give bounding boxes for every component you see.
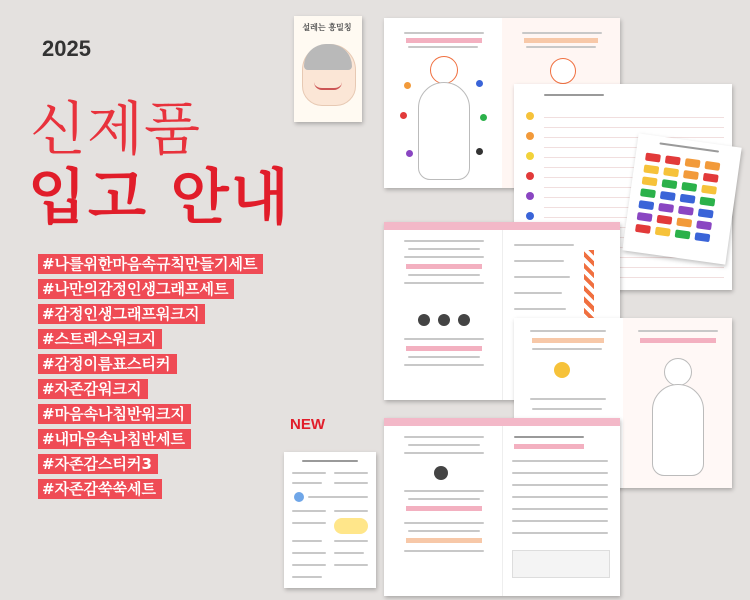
figure-head bbox=[550, 58, 576, 84]
smile-illustration bbox=[314, 82, 342, 90]
figure-head bbox=[664, 358, 692, 386]
year-label: 2025 bbox=[42, 36, 91, 61]
product-tag[interactable]: #자존감스티커3 bbox=[38, 454, 158, 474]
product-tag-list bbox=[38, 254, 263, 504]
product-tag[interactable]: #스트레스워크지 bbox=[38, 329, 162, 349]
product-tag[interactable]: #자존감쑥쑥세트 bbox=[38, 479, 162, 499]
info-box bbox=[512, 550, 610, 578]
product-tag[interactable]: #자존감워크지 bbox=[38, 379, 148, 399]
new-badge: NEW bbox=[290, 416, 325, 433]
product-tag[interactable]: #나만의감정인생그래프세트 bbox=[38, 279, 234, 299]
product-tag[interactable]: #감정인생그래프워크지 bbox=[38, 304, 205, 324]
headline-new-products: 신제품 bbox=[30, 95, 202, 163]
sticker-badge bbox=[334, 518, 368, 534]
self-esteem-sticker-image[interactable] bbox=[284, 452, 376, 588]
figure-body bbox=[652, 384, 704, 476]
compass-worksheet-image[interactable] bbox=[384, 418, 620, 596]
headline-arrival-notice: 입고 안내 bbox=[28, 163, 291, 233]
product-tag[interactable]: #마음속나침반워크지 bbox=[38, 404, 191, 424]
figure-body bbox=[418, 82, 470, 180]
self-esteem-card-image[interactable] bbox=[294, 16, 362, 122]
figure-head bbox=[430, 56, 458, 84]
product-tag[interactable]: #나를위한마음속규칙만들기세트 bbox=[38, 254, 263, 274]
card-title: 설레는 흥밀칭 bbox=[302, 23, 352, 32]
product-tag[interactable]: #내마음속나침반세트 bbox=[38, 429, 191, 449]
emotion-name-sticker-image[interactable] bbox=[622, 133, 741, 264]
product-tag[interactable]: #감정이름표스티커 bbox=[38, 354, 177, 374]
